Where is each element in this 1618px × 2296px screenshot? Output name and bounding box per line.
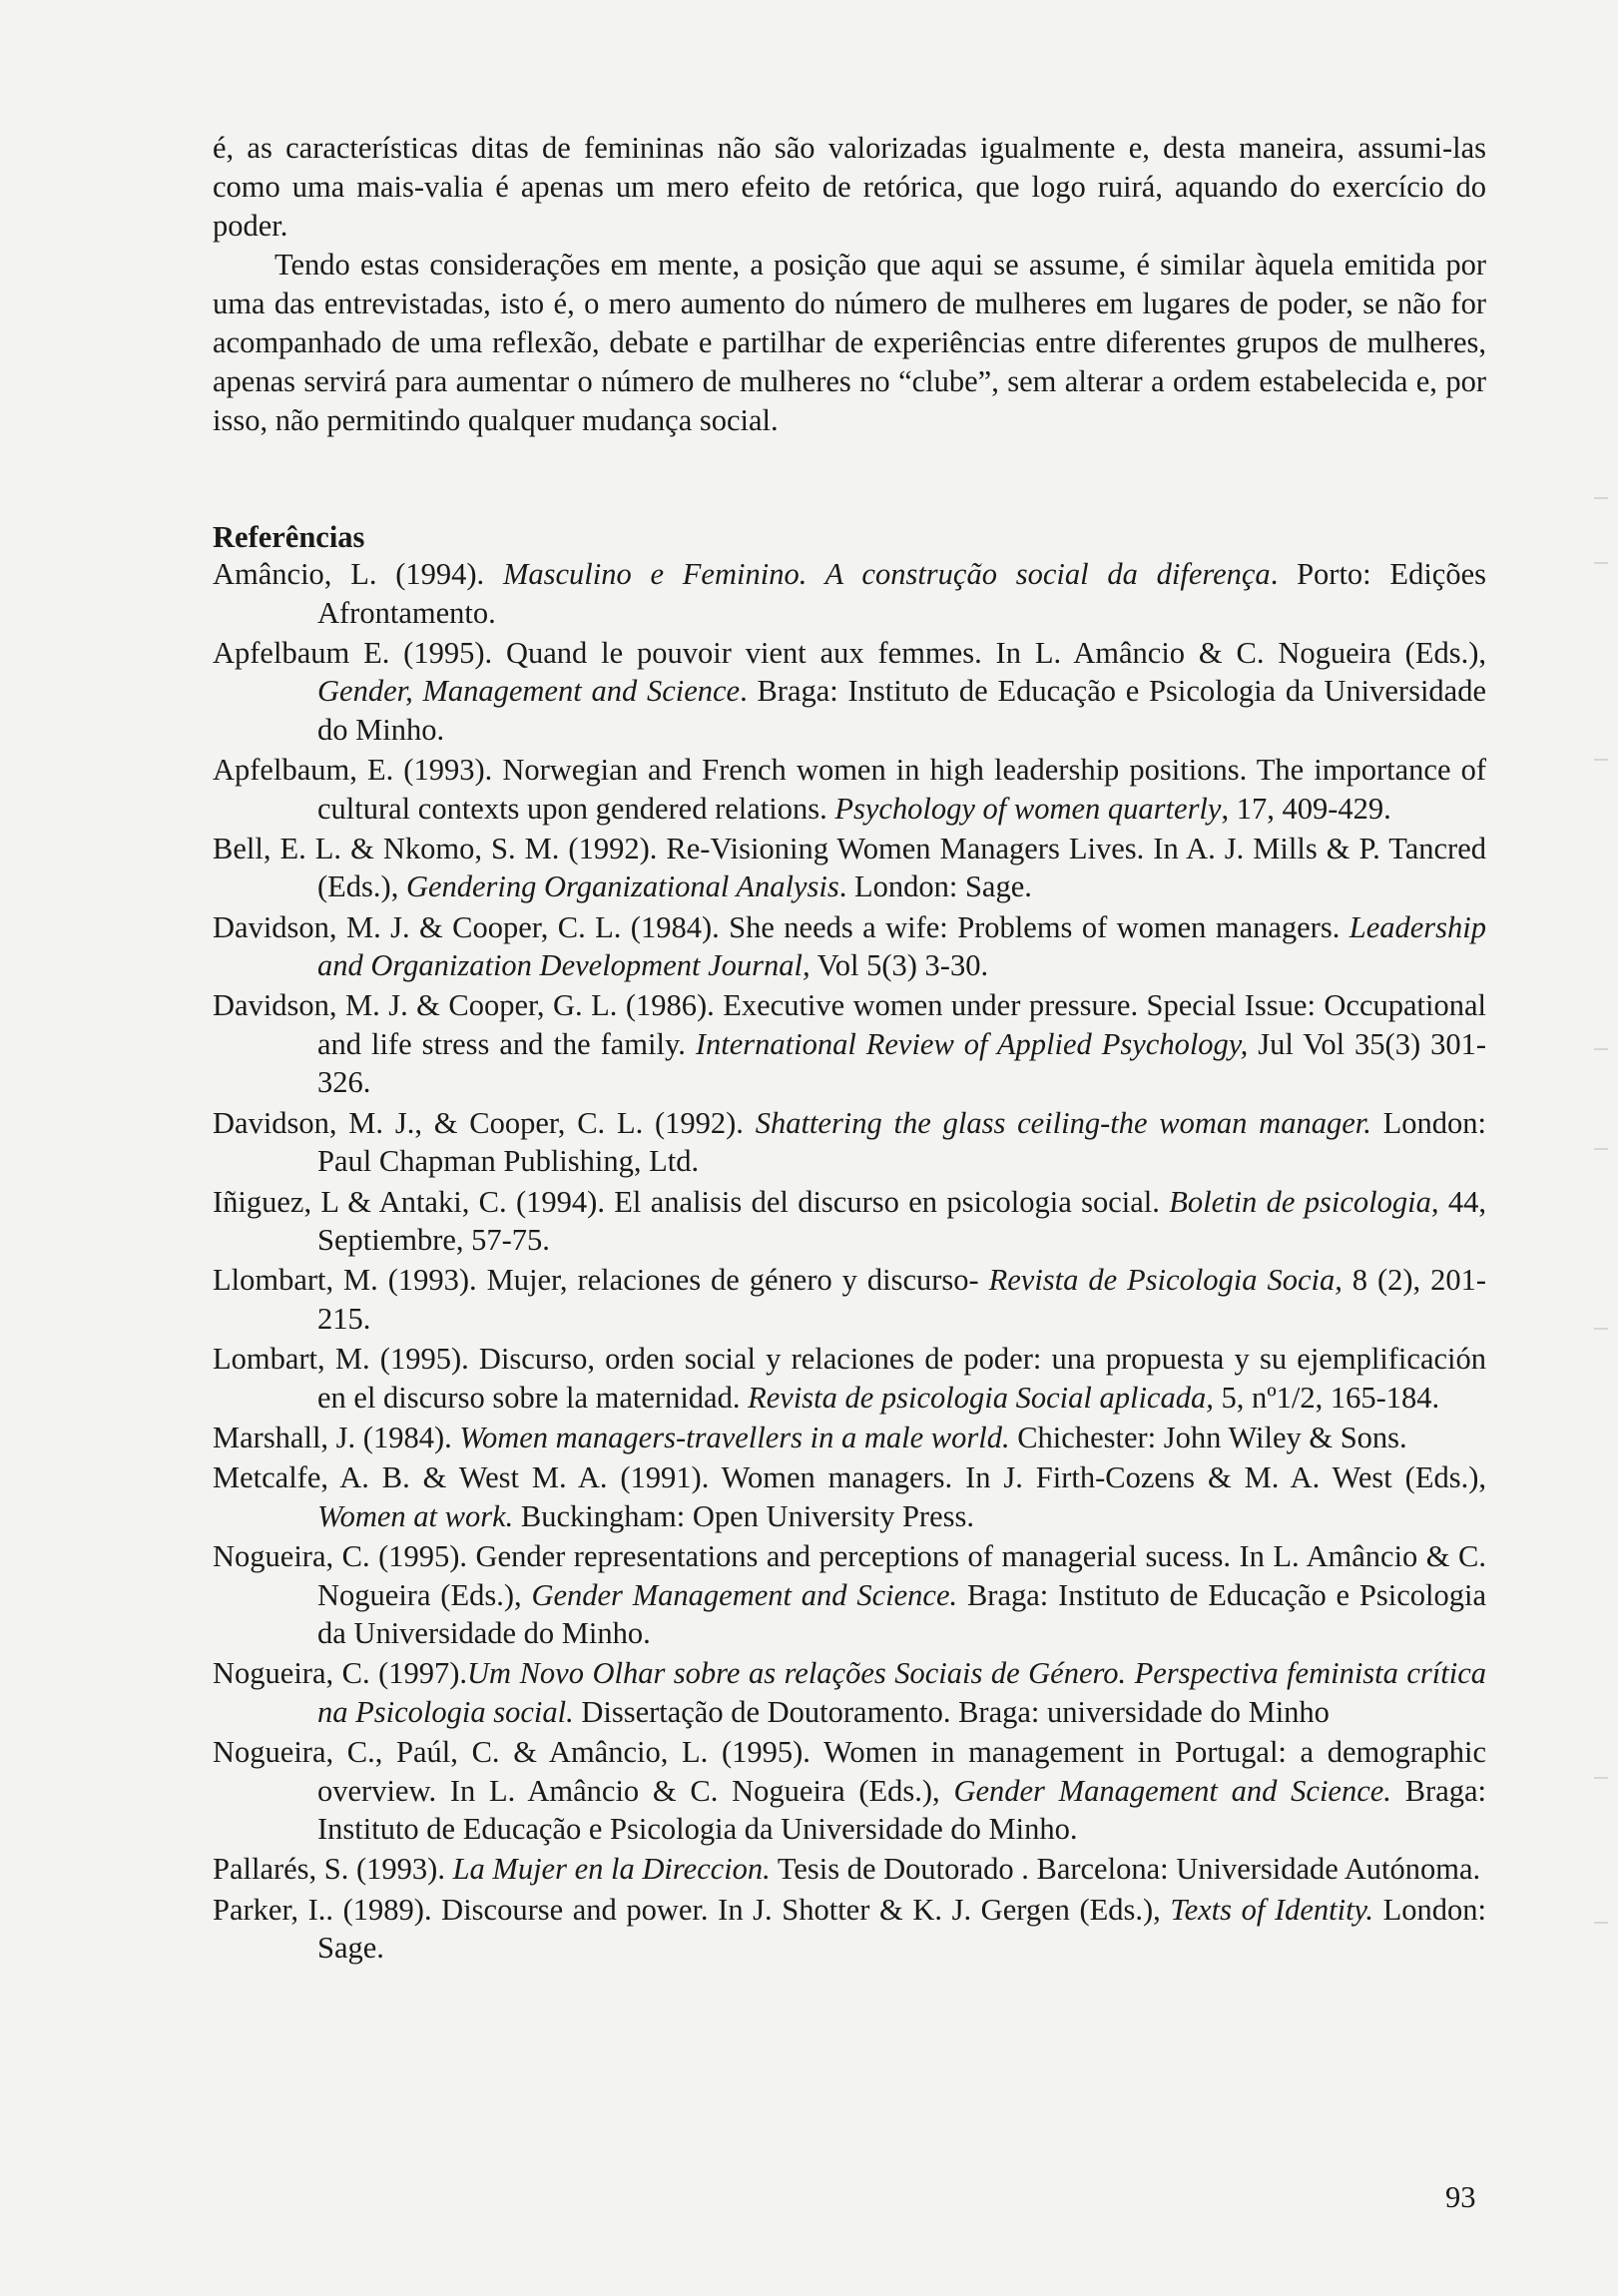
margin-mark — [1594, 497, 1608, 499]
reference-entry: Lombart, M. (1995). Discurso, orden social y relaciones de poder: una propuesta y su ejemplificación en el discurso sobre la maternidad. Revista de psicologia Social aplicada, 5, nº1/2, 165-184. — [213, 1342, 1486, 1415]
reference-entry: Amâncio, L. (1994). Masculino e Feminino. A construção social da diferença. Porto: Edições Afrontamento. — [213, 557, 1486, 630]
reference-entry: Bell, E. L. & Nkomo, S. M. (1992). Re-Visioning Women Managers Lives. In A. J. Mills & P. Tancred (Eds.), Gendering Organizational Analysis. London: Sage. — [213, 831, 1486, 904]
body-paragraph-2: Tendo estas considerações em mente, a posição que aqui se assume, é similar àquela emitida por uma das entrevistadas, isto é, o mero aumento do número de mulheres em lugares de poder, se não for acompanhado de uma reflexão, debate e partilhar de experiências entre diferentes grupos de mulheres, apenas servirá para aumentar o número de mulheres no “clube”, sem alterar a ordem estabelecida e, por isso, não permitindo qualquer mudança social. — [213, 248, 1486, 437]
margin-mark — [1594, 1922, 1608, 1924]
body-text — [213, 129, 1486, 440]
reference-entry: Parker, I.. (1989). Discourse and power. In J. Shotter & K. J. Gergen (Eds.), Texts of Identity. London: Sage. — [213, 1892, 1487, 1966]
references-list — [213, 555, 1486, 1970]
margin-mark — [1594, 1148, 1608, 1150]
reference-entry: Nogueira, C. (1995). Gender representations and perceptions of managerial sucess. In L. Amâncio & C. Nogueira (Eds.), Gender Management and Science. Braga: Instituto de Educação e Psicologia da Universidade do Minho. — [213, 1539, 1487, 1651]
reference-entry: Nogueira, C., Paúl, C. & Amâncio, L. (1995). Women in management in Portugal: a demographic overview. In L. Amâncio & C. Nogueira (Eds.), Gender Management and Science. Braga: Instituto de Educação e Psicologia da Universidade do Minho. — [213, 1735, 1486, 1847]
reference-entry: Davidson, M. J. & Cooper, C. L. (1984). She needs a wife: Problems of women managers. Leadership and Organization Development Journal, Vol 5(3) 3-30. — [213, 909, 1486, 983]
reference-entry: Apfelbaum E. (1995). Quand le pouvoir vient aux femmes. In L. Amâncio & C. Nogueira (Eds.), Gender, Management and Science. Braga: Instituto de Educação e Psicologia da Universidade do Minho. — [213, 635, 1486, 747]
reference-entry: Davidson, M. J. & Cooper, G. L. (1986). Executive women under pressure. Special Issue: Occupational and life stress and the family. International Review of Applied Psychology, Jul Vol 35(3) 301-326. — [213, 988, 1486, 1100]
margin-mark — [1594, 1048, 1608, 1050]
margin-mark — [1594, 562, 1608, 564]
margin-mark — [1594, 1328, 1608, 1330]
reference-entry: Nogueira, C. (1997).Um Novo Olhar sobre as relações Sociais de Género. Perspectiva feminista crítica na Psicologia social. Dissertação de Doutoramento. Braga: universidade do Minho — [213, 1656, 1487, 1729]
reference-entry: Pallarés, S. (1993). La Mujer en la Direccion. Tesis de Doutorado . Barcelona: Universidade Autónoma. — [213, 1852, 1481, 1887]
reference-entry: Apfelbaum, E. (1993). Norwegian and French women in high leadership positions. The importance of cultural contexts upon gendered relations. Psychology of women quarterly, 17, 409-429. — [213, 753, 1486, 826]
reference-entry: Metcalfe, A. B. & West M. A. (1991). Women managers. In J. Firth-Cozens & M. A. West (Eds.), Women at work. Buckingham: Open University Press. — [213, 1460, 1486, 1533]
page-number: 93 — [1445, 2180, 1476, 2214]
body-paragraph-1: é, as características ditas de femininas não são valorizadas igualmente e, desta maneira, assumi-las como uma mais-valia é apenas um mero efeito de retórica, que logo ruirá, aquando do exercício do poder. — [213, 131, 1486, 243]
reference-entry: Marshall, J. (1984). Women managers-travellers in a male world. Chichester: John Wiley & Sons. — [213, 1420, 1407, 1454]
reference-entry: Davidson, M. J., & Cooper, C. L. (1992). Shattering the glass ceiling-the woman manager. London: Paul Chapman Publishing, Ltd. — [213, 1105, 1486, 1179]
reference-entry: Iñiguez, L & Antaki, C. (1994). El analisis del discurso en psicologia social. Boletin de psicologia, 44, Septiembre, 57-75. — [213, 1184, 1486, 1258]
margin-mark — [1594, 1777, 1608, 1779]
margin-mark — [1594, 759, 1608, 761]
references-heading: Referências — [213, 520, 365, 554]
reference-entry: Llombart, M. (1993). Mujer, relaciones de género y discurso- Revista de Psicologia Socia, 8 (2), 201-215. — [213, 1263, 1486, 1336]
